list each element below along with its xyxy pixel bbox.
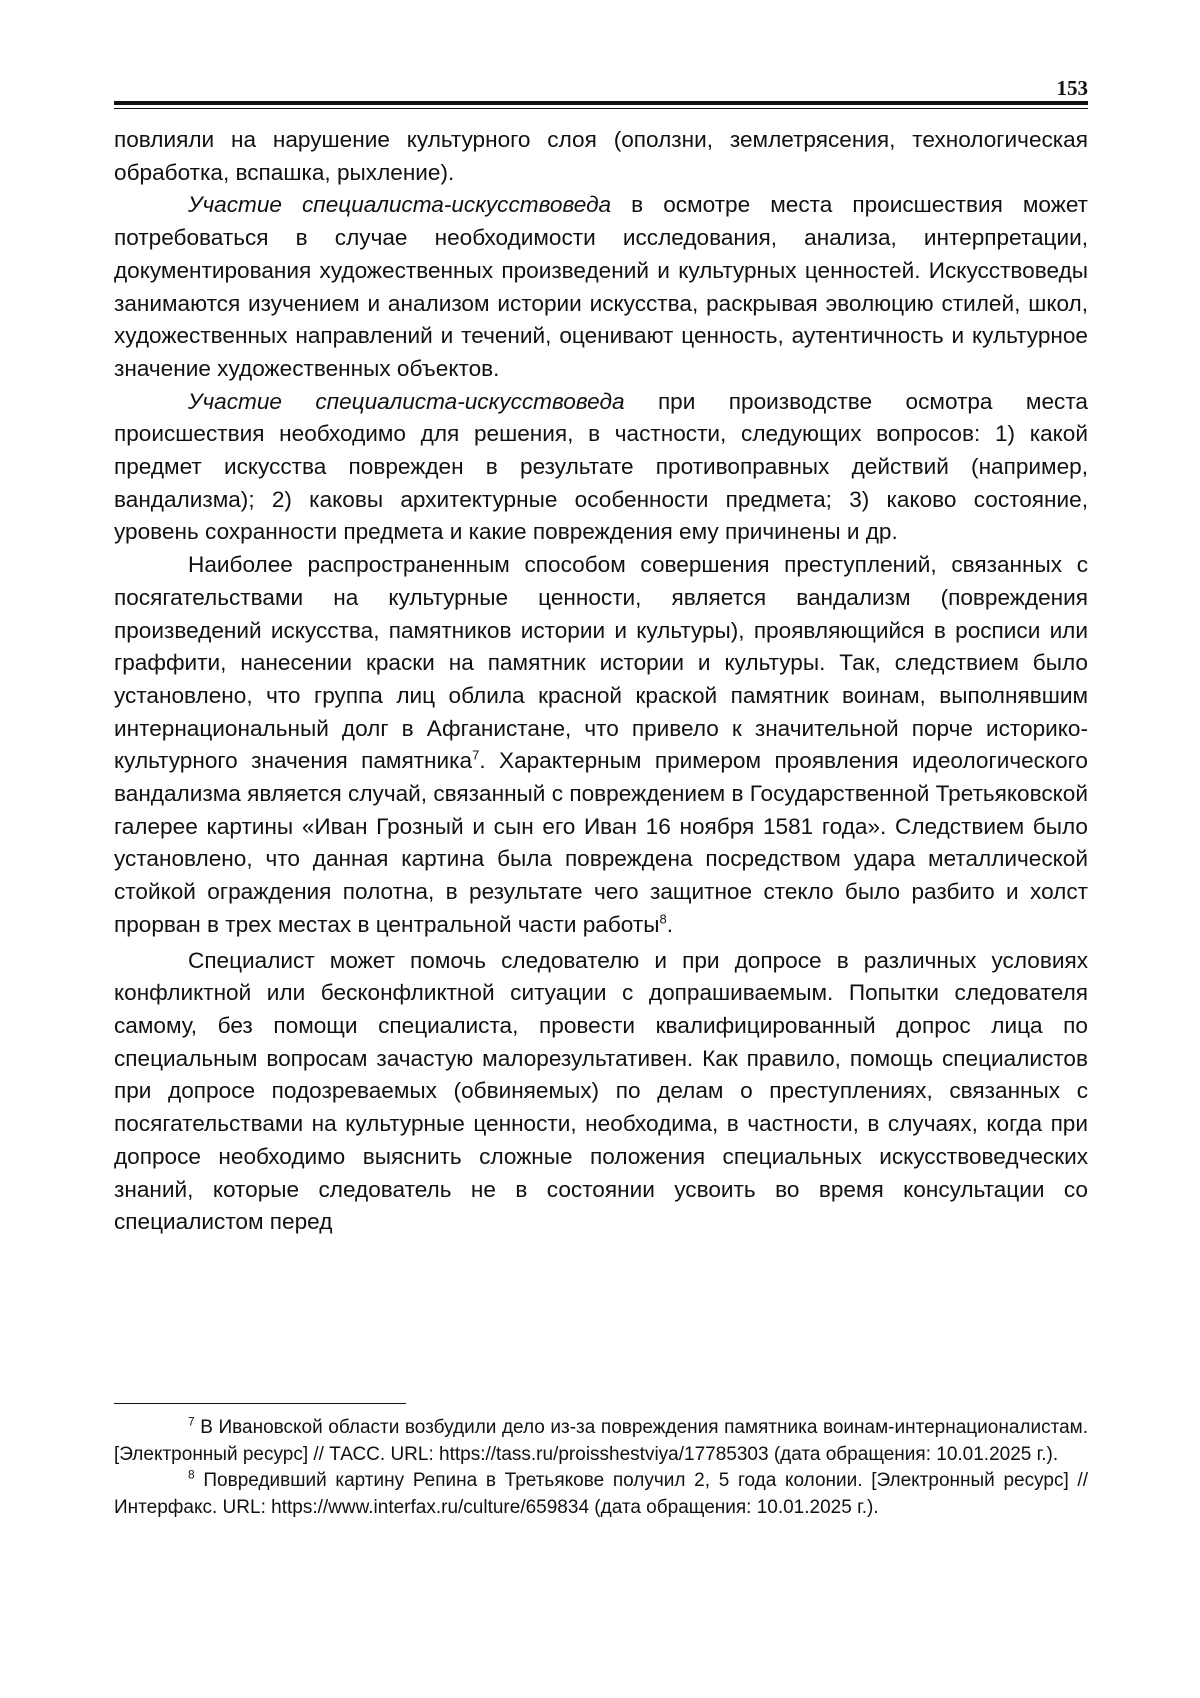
- page-number: 153: [1056, 76, 1088, 100]
- footnote-8: [114, 1468, 1088, 1521]
- paragraph-text: в осмотре места происшествия может потребоваться в случае необходимости исследования, анализа, интерпретации, документирования художественных произведений и культурных ценностей. Искусствоведы занимаются изучением и анализом истории искусства, раскрывая эволюцию стилей, школ, художественных направлений и течений, оценивают ценность, аутентичность и культурное значение художественных объектов.: [114, 192, 1088, 381]
- footnote-mark: 7: [188, 1414, 195, 1429]
- footnotes: [114, 1415, 1088, 1521]
- header-rule-thin: [114, 108, 1088, 109]
- paragraph-text: . Характерным примером проявления идеологического вандализма является случай, связанный с повреждением в Государственной Третьяковской галерее картины «Иван Грозный и сын его Иван 16 ноября 1581 года». Следствием было установлено, что данная картина была повреждена посредством удара металлической стойкой ограждения полотна, в результате чего защитное стекло было разбито и холст прорван в трех местах в центральной части работы: [114, 748, 1088, 937]
- paragraph-art-specialist-inspection: [114, 189, 1088, 385]
- paragraph-vandalism: [114, 549, 1088, 941]
- footnote-mark: 8: [188, 1467, 195, 1482]
- paragraph-text: Наиболее распространенным способом совершения преступлений, связанных с посягательствами на культурные ценности, является вандализм (повреждения произведений искусства, памятников истории и культуры), проявляющийся в росписи или граффити, нанесении краски на памятник истории и культуры. Так, следствием было установлено, что группа лиц облила красной краской памятник воинам, выполнявшим интернациональный долг в Афганистане, что привело к значительной порче историко-культурного значения памятника: [114, 552, 1088, 774]
- header-rule-thick: [114, 101, 1088, 105]
- footnote-text: Повредивший картину Репина в Третьякове получил 2, 5 года колонии. [Электронный ресурс] // Интерфакс. URL: https://www.interfax.ru/culture/659834 (дата обращения: 10.01.2025 г.).: [114, 1470, 1088, 1518]
- footnote-reference-7[interactable]: 7: [472, 747, 480, 763]
- footnote-separator: [114, 1403, 406, 1404]
- paragraph-text: .: [666, 911, 673, 937]
- paragraph-inspection-questions: [114, 386, 1088, 550]
- paragraph-interrogation: Специалист может помочь следователю и при допросе в различных условиях конфликтной или бесконфликтной ситуации с допрашиваемым. Попытки следователя самому, без помощи специалиста, провести квалифицированный допрос лица по специальным вопросам зачастую малорезультативен. Как правило, помощь специалистов при допросе подозреваемых (обвиняемых) по делам о преступлениях, связанных с посягательствами на культурные ценности, необходима, в частности, в случаях, когда при допросе необходимо выяснить сложные положения специальных искусствоведческих знаний, которые следователь не в состоянии усвоить во время консультации со специалистом перед: [114, 947, 1088, 1235]
- paragraph-continuation: повлияли на нарушение культурного слоя (оползни, землетрясения, технологическая обработка, вспашка, рыхление).: [114, 127, 1088, 185]
- footnote-7: [114, 1415, 1088, 1468]
- body-text: [114, 124, 1088, 1239]
- italic-term: Участие специалиста-искусствоведа: [188, 388, 625, 414]
- footnote-reference-8[interactable]: 8: [659, 911, 667, 927]
- footnote-text: В Ивановской области возбудили дело из-за повреждения памятника воинам-интернационалистам. [Электронный ресурс] // ТАСС. URL: https://tass.ru/proisshestviya/17785303 (дата обращения: 10.01.2025 г.).: [114, 1417, 1088, 1465]
- italic-term: Участие специалиста-искусствоведа: [188, 192, 612, 218]
- paragraph-text: при производстве осмотра места происшествия необходимо для решения, в частности, следующих вопросов: 1) какой предмет искусства поврежден в результате противоправных действий (например, вандализма); 2) каковы архитектурные особенности предмета; 3) каково состояние, уровень сохранности предмета и какие повреждения ему причинены и др.: [114, 388, 1088, 545]
